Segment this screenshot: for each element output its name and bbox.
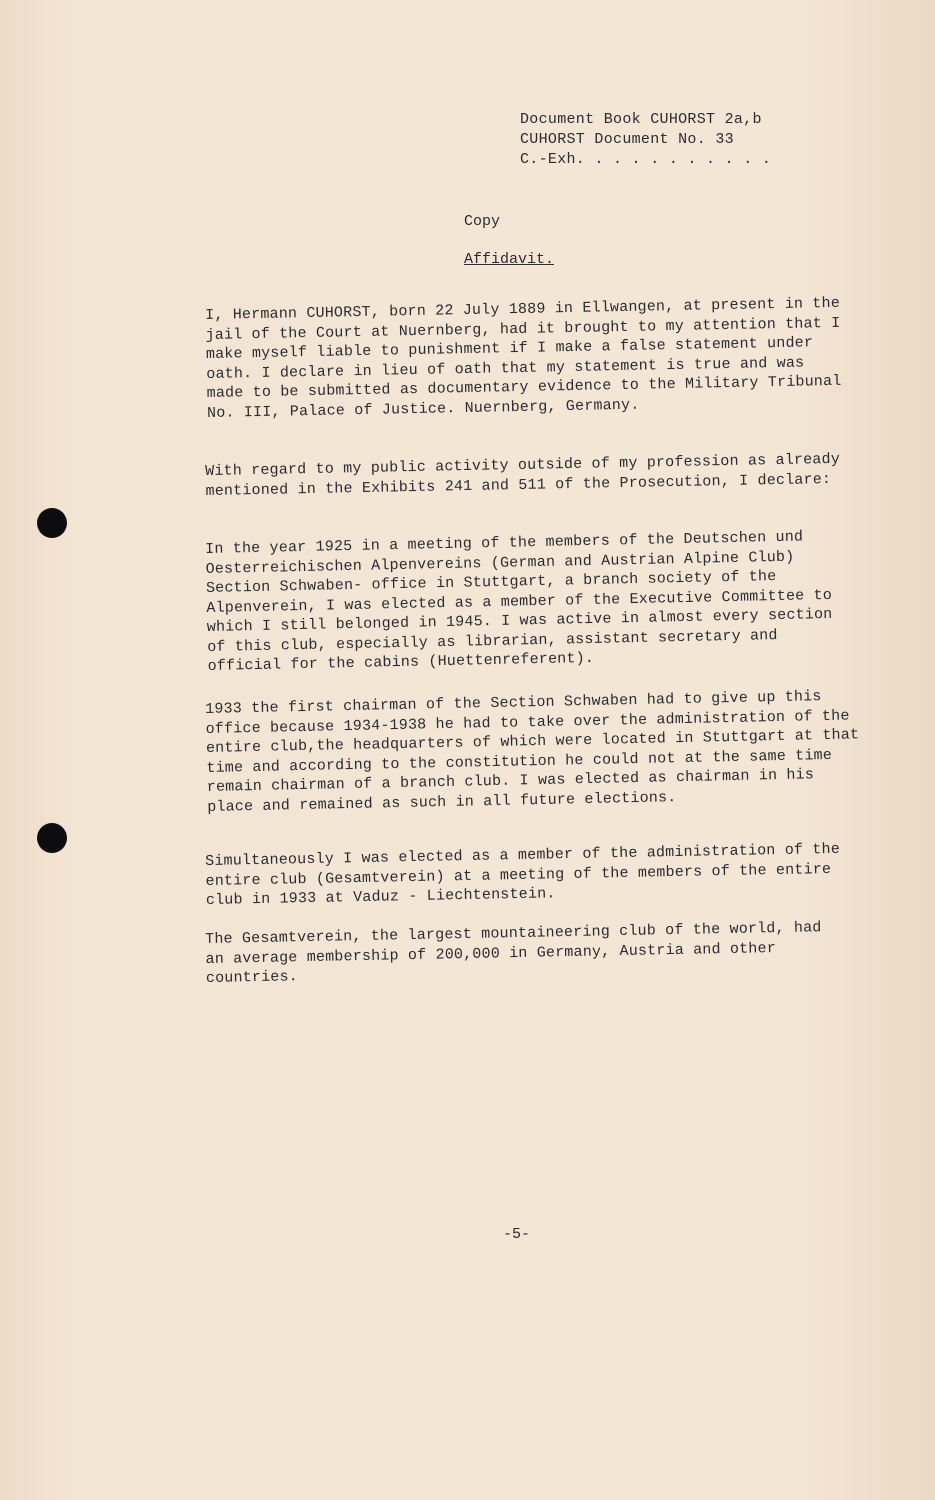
page-number: -5-	[503, 1226, 531, 1243]
document-title: Affidavit.	[464, 251, 555, 268]
document-book-line: Document Book CUHORST 2a,b	[520, 111, 762, 128]
punch-hole-lower	[37, 823, 67, 853]
exhibit-line: C.-Exh. . . . . . . . . . .	[520, 151, 772, 168]
paragraph-administration-election	[205, 840, 846, 911]
paragraph-public-activity	[205, 450, 846, 501]
copy-label: Copy	[464, 213, 501, 230]
document-number-line: CUHORST Document No. 33	[520, 131, 734, 148]
paragraph-text: Simultaneously I was elected as a member of the administration of the entire club (Gesamtverein) at a meeting of the members of the entire club in 1933 at Vaduz - Liechtenstein.	[205, 840, 841, 909]
punch-hole-upper	[37, 508, 67, 538]
paragraph-text: I, Hermann CUHORST, born 22 July 1889 in Ellwangen, at present in the jail of the Court at Nuernberg, had it brought to my attention that I make myself liable to punishment if I make a false statement under oath. I declare in lieu of oath that my statement is true and was made to be submitted as documentary evidence to the Military Tribunal No. III, Palace of Justice. Nuernberg, Germany.	[205, 294, 842, 422]
paragraph-1925-election	[205, 526, 858, 676]
paragraph-text: The Gesamtverein, the largest mountaineering club of the world, had an average membership of 200,000 in Germany, Austria and other countries.	[205, 919, 822, 987]
paragraph-declaration	[205, 294, 847, 423]
paragraph-text: In the year 1925 in a meeting of the members of the Deutschen und Oesterreichischen Alpenvereins (German and Austrian Alpine Club) Section Schwaben- office in Stuttgart, a branch society of the Alpenverein, I was elected as a member of the Executive Committee to which I still belonged in 1945. I was active in almost every section of this club, especially as librarian, assistant secretary and official for the cabins (Huettenreferent).	[205, 528, 833, 675]
document-reference-header	[520, 110, 771, 170]
paragraph-1933-chairman	[205, 686, 867, 817]
paragraph-text: With regard to my public activity outside of my profession as already mentioned in the Exhibits 241 and 511 of the Prosecution, I declare:	[205, 450, 841, 500]
paragraph-text: 1933 the first chairman of the Section Schwaben had to give up this office because 1934-1938 he had to take over the administration of the entire club,the headquarters of which were located in Stuttgart at that time and according to the constitution he could not at the same time remain chairman of a branch club. I was elected as chairman in his place and remained as such in all future elections.	[205, 688, 860, 816]
paragraph-gesamtverein	[205, 918, 846, 989]
